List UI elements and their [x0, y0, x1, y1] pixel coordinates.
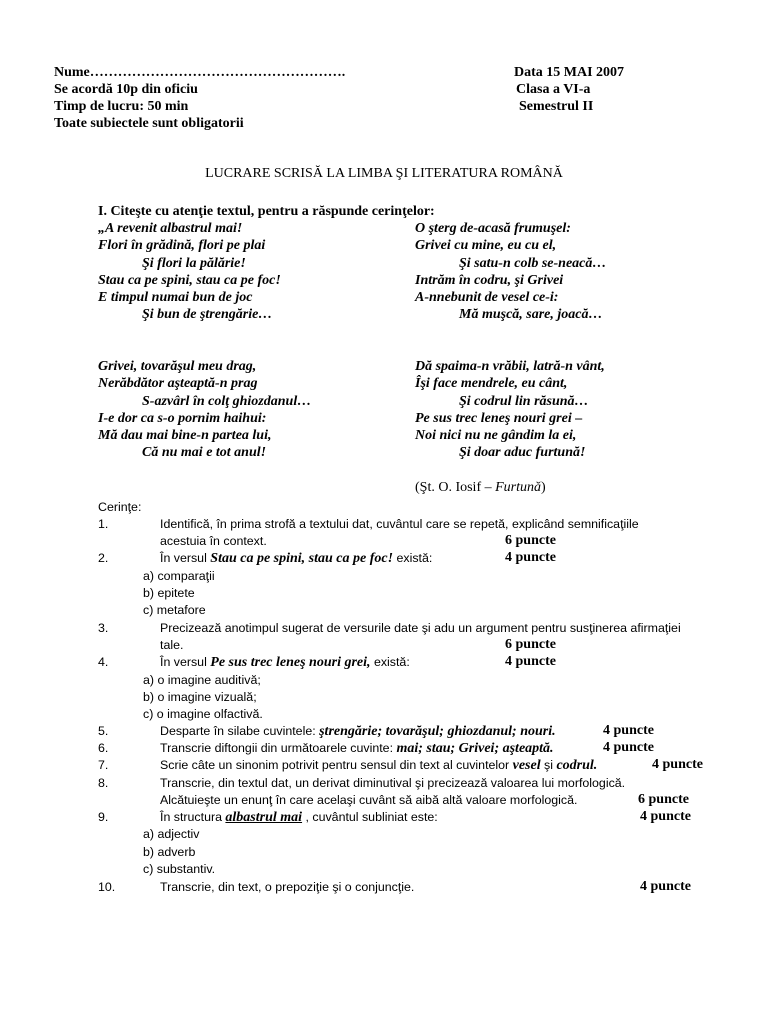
section-heading: I. Citeşte cu atenţie textul, pentru a răspunde cerinţelor: [98, 204, 435, 219]
poem-line: Îşi face mendrele, eu cânt, [415, 376, 568, 392]
text: există: [393, 551, 433, 565]
option: c) o imagine olfactivă. [143, 707, 263, 721]
word-list: mai; stau; Grivei; aşteaptă. [396, 741, 554, 756]
question-text: Precizează anotimpul sugerat de versurile date şi adu un argument pentru susţinerea afirmaţiei [160, 621, 681, 635]
question-text [160, 550, 432, 567]
requirements-label: Cerinţe: [98, 500, 142, 514]
question-text [160, 809, 438, 826]
poem-line: Intrăm în codru, şi Grivei [415, 272, 564, 288]
poem-line: E timpul numai bun de joc [98, 290, 253, 306]
poem-stanza-1-right [415, 220, 606, 324]
text: În versul [160, 655, 211, 669]
question-text: Identifică, în prima strofă a textului dat, cuvântul care se repetă, explicând semnificaţiile [160, 517, 639, 531]
option: a) adjectiv [143, 827, 200, 841]
question-number: 9. [98, 810, 109, 824]
header-right [514, 64, 624, 115]
poem-line: S-azvârl în colţ ghiozdanul… [142, 393, 312, 409]
poem-line: Şi satu-n colb se-neacă… [459, 255, 607, 271]
word-list: ştrengărie; tovarăşul; ghiozdanul; nouri. [319, 724, 556, 739]
question-text: acestuia în context. [160, 534, 267, 548]
poem-line: Şi flori la pălărie! [142, 255, 246, 271]
option: b) epitete [143, 586, 195, 600]
points-label: 4 puncte [652, 757, 703, 772]
poem-line: I-e dor ca s-o pornim haihui: [98, 410, 267, 426]
text: , cuvântul subliniat este: [302, 810, 438, 824]
poem-line: Flori în grădină, flori pe plai [98, 238, 266, 254]
points-label: 4 puncte [640, 809, 691, 824]
question-text: Transcrie, din textul dat, un derivat diminutival şi precizează valoarea lui morfologică. [160, 776, 626, 790]
poem-line: Mă dau mai bine-n partea lui, [98, 428, 272, 444]
poem-line: Noi nici nu ne gândim la ei, [415, 428, 577, 444]
question-text [160, 757, 597, 774]
word: codrul. [556, 758, 598, 773]
question-number: 1. [98, 517, 109, 531]
class-line: Clasa a VI-a [516, 82, 591, 97]
points-label: 6 puncte [638, 792, 689, 807]
text: În structura [160, 810, 226, 824]
question-number: 7. [98, 758, 109, 772]
question-text: Transcrie, din text, o prepoziţie şi o conjuncţie. [160, 880, 415, 894]
option: c) substantiv. [143, 862, 216, 876]
points-label: 4 puncte [505, 550, 556, 565]
question-text: Alcătuieşte un enunţ în care acelaşi cuvânt să aibă altă valoare morfologică. [160, 793, 578, 807]
poem-line: Şi bun de ştrengărie… [142, 307, 273, 323]
text: În versul [160, 551, 211, 565]
bonus-points-line: Se acordă 10p din oficiu [54, 82, 198, 97]
question-number: 2. [98, 551, 109, 565]
question-number: 5. [98, 724, 109, 738]
points-label: 6 puncte [505, 637, 556, 652]
poem-line: Şi doar aduc furtună! [459, 445, 586, 461]
points-label: 4 puncte [640, 879, 691, 894]
poem-line: Nerăbdător aşteaptă-n prag [98, 376, 258, 392]
poem-line: Grivei cu mine, eu cu el, [415, 238, 557, 254]
poem-line: Pe sus trec leneş nouri grei – [415, 410, 583, 426]
points-label: 4 puncte [603, 723, 654, 738]
poem-line: O şterg de-acasă frumuşel: [415, 221, 571, 236]
work-title: Furtună [495, 480, 542, 495]
points-label: 6 puncte [505, 533, 556, 548]
quoted-verse: Stau ca pe spini, stau ca pe foc! [210, 551, 394, 566]
option: a) comparaţii [143, 569, 215, 583]
poem-stanza-1-left [98, 220, 281, 324]
option: a) o imagine auditivă; [143, 673, 261, 687]
option: b) o imagine vizuală; [143, 690, 257, 704]
text: Scrie câte un sinonim potrivit pentru sensul din text al cuvintelor [160, 758, 513, 772]
question-number: 4. [98, 655, 109, 669]
quoted-verse: Pe sus trec leneş nouri grei, [210, 655, 371, 670]
word: vesel [512, 758, 541, 773]
points-label: 4 puncte [603, 740, 654, 755]
text: există: [370, 655, 410, 669]
question-text [160, 654, 410, 671]
page-title: LUCRARE SCRISĂ LA LIMBA ŞI LITERATURA ROMÂNĂ [205, 166, 563, 181]
header-left [54, 64, 345, 132]
question-number: 6. [98, 741, 109, 755]
text: Transcrie diftongii din următoarele cuvinte: [160, 741, 397, 755]
poem-stanza-2-right [415, 358, 605, 462]
text: Desparte în silabe cuvintele: [160, 724, 320, 738]
points-label: 4 puncte [505, 654, 556, 669]
poem-line: Stau ca pe spini, stau ca pe foc! [98, 272, 281, 288]
mandatory-line: Toate subiectele sunt obligatorii [54, 116, 244, 131]
poem-stanza-2-left [98, 358, 311, 462]
poem-line: Că nu mai e tot anul! [142, 445, 267, 461]
poem-line: „A revenit albastrul mai! [98, 221, 243, 236]
attribution-close: ) [541, 480, 546, 495]
poem-line: Mă muşcă, sare, joacă… [459, 307, 603, 323]
date-line: Data 15 MAI 2007 [514, 65, 625, 80]
question-number: 10. [98, 880, 116, 894]
poem-line: Grivei, tovarăşul meu drag, [98, 359, 257, 374]
option: c) metafore [143, 603, 206, 617]
question-number: 8. [98, 776, 109, 790]
option: b) adverb [143, 845, 196, 859]
question-text [160, 723, 556, 740]
semester-line: Semestrul II [519, 99, 594, 114]
text: şi [540, 758, 557, 772]
underlined-word: albastrul mai [225, 810, 303, 825]
poem-line: A-nnebunit de vesel ce-i: [415, 290, 559, 306]
name-line: Nume………………………………………………. [54, 65, 346, 80]
author: (Şt. O. Iosif – [415, 480, 496, 495]
time-line: Timp de lucru: 50 min [54, 99, 189, 114]
poem-attribution [415, 480, 546, 496]
question-text [160, 740, 554, 757]
poem-line: Şi codrul lin răsună… [459, 393, 589, 409]
poem-line: Dă spaima-n vrăbii, latră-n vânt, [415, 359, 605, 374]
question-number: 3. [98, 621, 109, 635]
question-text: tale. [160, 638, 184, 652]
